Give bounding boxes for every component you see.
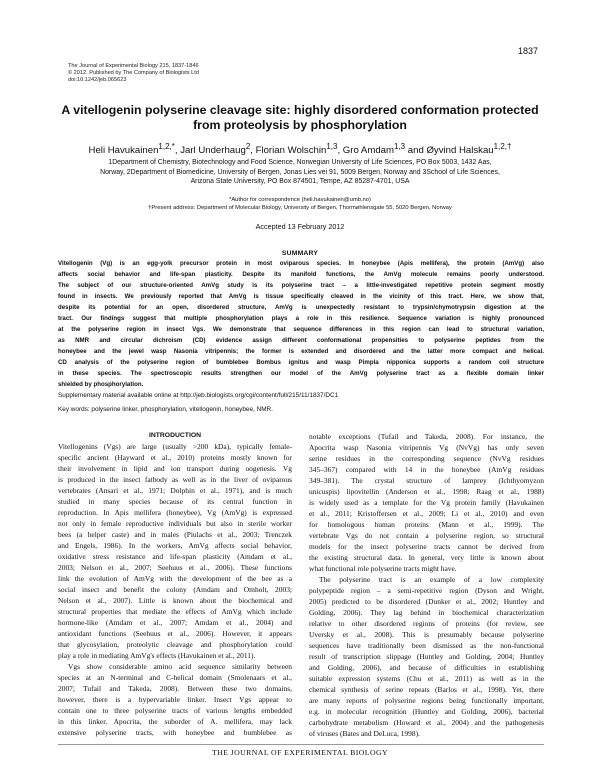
title-line: from proteolysis by phosphorylation — [193, 118, 407, 132]
body-line: not only in female reproductive individuals but also in sterile worker — [58, 519, 292, 528]
body-line: vertebrate Vgs do not contain a polyserine region, so structural — [309, 531, 544, 540]
body-line: oxidative stress resistance and life-span plasticity (Amdam et al., — [58, 552, 292, 561]
body-line: 2005) predicted to be disordered (Dunker et al., 2002; Huntley and — [309, 597, 544, 606]
body-line: 345–367) compared with 14 in the honeybee (AmVg residues — [309, 465, 544, 474]
summary-line: CD analysis of the polyserine region of bumblebee Bombus ignitus and wasp Pimpla nipponica supports a random coil structure — [58, 359, 544, 366]
summary-line: The subject of our structure-oriented AmVg study is its polyserine tract – a little-investigated repetitive protein segment mostly — [58, 282, 544, 289]
body-line: species at an N-terminal and C-helical domain (Smolenaars et al., — [58, 673, 292, 682]
summary-line: shielded by phosphorylation. — [58, 381, 144, 388]
body-line: Apocrita wasp Nasonia vitripennis Vg (NvVg) has only seven — [309, 443, 544, 452]
affiliation-line: Norway, 2Department of Biomedicine, University of Bergen, Jonas Lies vei 91, 5009 Bergen, Norway and 3School of Life Sciences, — [100, 168, 500, 176]
corresponding-author: *Author for correspondence (heli.havukainen@umb.no) — [229, 197, 371, 203]
body-line: their involvement in lipid and ion transport during oogenesis. Vg — [58, 464, 292, 473]
body-line: 2007; Tufail and Takeda, 2008). Between these two domains, — [58, 684, 292, 693]
body-line: are many reports of polyserine regions being functionally important, — [309, 696, 544, 705]
body-line: bees (a helper caste) and in males (Piulachs et al., 2003; Trenczek — [58, 530, 292, 539]
body-line: for homologous human proteins (Mann et al., 1999). The — [309, 520, 544, 529]
body-line: sequences have traditionally been dismissed as the non-functional — [309, 641, 544, 650]
page-number: 1837 — [517, 46, 538, 56]
summary-line: as NMR and circular dichroism (CD) evidence assign different conformational propensities to polyserine peptides from the — [58, 337, 544, 344]
body-line: models for the insect polyserine tracts cannot be derived from — [309, 542, 544, 551]
body-line: suitable expression systems (Chu et al., 2011) as well as in the — [309, 674, 544, 683]
body-line: serine residues in the corresponding sequence (NvVg residues — [309, 454, 544, 463]
body-line: and Golding, 2006), and because of difficulties in establishing — [309, 663, 544, 672]
body-line: e.g. in molecular recognition (Huntley and Golding, 2006), bacterial — [309, 707, 544, 716]
body-line: 349–381). The crystal structure of lamprey (Ichthyomyzon — [309, 476, 544, 485]
present-address: †Present address: Department of Molecular Biology, University of Bergen, Thormøhlensgate 55, 5020 Bergen, Norway — [148, 204, 452, 211]
body-line: reproduction. In Apis mellifera (honeybee), Vg (AmVg) is expressed — [58, 508, 292, 517]
body-line: extensive polyserine tracts, with honeybee and bumblebee as — [58, 728, 292, 737]
body-line: antioxidant functions (Seehuus et al., 2006). However, it appears — [58, 629, 292, 638]
title-line: A vitellogenin polyserine cleavage site: highly disordered conformation protected — [61, 103, 539, 117]
body-line: et al., 2011; Kristoffersen et al., 2009; Li et al., 2010) and even — [309, 509, 544, 518]
summary-line: affects social behavior and life-span plasticity. Despite its manifold functions, the AmVg molecule remains poorly understood. — [58, 271, 544, 278]
body-line: is produced in the insect fatbody as well as in the liver of oviparous — [58, 475, 292, 484]
summary-line: honeybee and the jewel wasp Nasonia vitripennis; the former is extended and disordered and the latter more compact and helical. — [58, 348, 544, 355]
author-list: Heli Havukainen$^{1,2,*}$, Jarl Underhaug$^2$, Florian Wolschin$^{1,3}$, Gro Amdam$^{1,3}$ and Øyvind Halskau$^{1,2,\dagger}$ — [88, 142, 512, 157]
summary-line: found in insects. We previously reported that AmVg is tissue specifically cleaved in the vicinity of this tract. Here, we show that, — [58, 293, 544, 300]
accepted-date: Accepted 13 February 2012 — [255, 222, 345, 231]
body-line: however, there is a hypervariable linker. Insect Vgs appear to — [58, 695, 292, 704]
keywords: Key words: polyserine linker, phosphorylation, vitellogenin, honeybee, NMR. — [58, 406, 273, 413]
body-line: the existing structural data. In general, very little is known about — [309, 553, 544, 562]
left-column — [58, 441, 292, 738]
body-line: of viruses (Bates and DeLuca, 1998). — [309, 729, 420, 738]
summary-text — [58, 259, 544, 391]
summary-line: despite its potential for an open, disordered structure, AmVg is unexpectedly resistant to trypsin/chymotrypsin digestion at the — [58, 304, 544, 311]
affiliations — [56, 158, 544, 187]
body-line: relative to other disordered regions of proteins (for review, see — [309, 619, 544, 628]
body-line: hormone-like (Amdam et al., 2007; Amdam et al., 2004) and — [58, 618, 292, 627]
affiliation-line: Arizona State University, PO Box 874501, Tempe, AZ 85287-4701, USA — [190, 178, 410, 186]
body-line: Vgs show considerable amino acid sequence similarity between — [68, 662, 292, 671]
body-line: Golding, 2006). They lag behind in biochemical characterization — [309, 608, 544, 617]
body-line: Uversky et al., 2008). This is presumably because polyserine — [309, 630, 544, 639]
body-line: result of transcription slippage (Huntley and Golding, 2004; Huntley — [309, 652, 544, 661]
body-line: notable exceptions (Tufail and Takeda, 2008). For instance, the — [309, 432, 544, 441]
right-column — [309, 431, 544, 739]
summary-line: tract. Our findings suggest that multiple phosphorylation plays a role in this resilience. Sequence variation is highly pronounced — [58, 315, 544, 322]
body-line: vertebrates (Ansari et al., 1971; Dolphin et al., 1971), and is much — [58, 486, 292, 495]
journal-footer: THE JOURNAL OF EXPERIMENTAL BIOLOGY — [211, 748, 389, 757]
body-line: structural properties that mediate the effects of AmVg which include — [58, 607, 292, 616]
body-line: Nelson et al., 2007). Little is known about the biochemical and — [58, 596, 292, 605]
body-line: polypeptide region – a semi-repetitive region (Dyson and Wright, — [309, 586, 544, 595]
body-line: specific ancient (Hayward et al., 2010) proteins mostly known for — [58, 453, 292, 462]
introduction-heading: INTRODUCTION — [148, 432, 202, 439]
body-line: social insect and benefit the colony (Amdam and Omholt, 2003; — [58, 585, 292, 594]
summary-line: Vitellogenin (Vg) is an egg-yolk precursor protein in most oviparous species. In honeybee (Apis mellifera), the protein (AmVg) also — [58, 260, 544, 267]
body-line: link the evolution of AmVg with the development of the bee as a — [58, 574, 292, 583]
article-title — [60, 103, 540, 133]
summary-line: at the polyserine region in insect Vgs. We demonstrate that sequence differences in this region can lead to structural variation, — [58, 326, 544, 333]
body-line: in this linker. Apocrita, the suborder of A. mellifera, may lack — [58, 717, 292, 726]
summary-line: in these species. The spectroscopic results strengthen our model of the AmVg polyserine tract as a flexible domain linker — [58, 370, 544, 377]
body-line: unicuspis) lipovitellin (Anderson et al., 1998; Raag et al., 1988) — [309, 487, 544, 496]
supplementary-link[interactable]: Supplementary material available online at http://jeb.biologists.org/cgi/content/full/215/11/1837/DC1 — [58, 392, 339, 399]
correspondence-note — [60, 197, 540, 212]
body-line: play a role in mediating AmVg's effects (Havukainen et al., 2011). — [58, 651, 256, 660]
copyright-line: © 2012. Published by The Company of Biologists Ltd — [68, 70, 199, 76]
body-line: studied in many species because of its central function in — [58, 497, 292, 506]
body-line: chemical synthesis of serine repeats (Barlos et al., 1998). Yet, there — [309, 685, 544, 694]
body-line: contain one to three polyserine tracts of various lengths embedded — [58, 706, 292, 715]
body-line: 2003; Nelson et al., 2007; Seehuus et al., 2006). These functions — [58, 563, 292, 572]
body-line: carbohydrate metabolism (Howard et al., 2004) and the pathogenesis — [309, 718, 544, 727]
body-line: what functional role polyserine tracts might have. — [309, 564, 457, 573]
body-line: that glycosylation, proteolytic cleavage and phosphorylation could — [58, 640, 292, 649]
body-line: Vitellogenins (Vgs) are large (usually >200 kDa), typically female- — [58, 442, 292, 451]
doi-line: doi:10.1242/jeb.065623 — [68, 77, 127, 83]
body-line: is widely used as a template for the Vg protein family (Havukainen — [309, 498, 544, 507]
summary-heading: SUMMARY — [281, 250, 319, 257]
body-line: and Engels, 1986). In the workers, AmVg affects social behavior, — [58, 541, 292, 550]
journal-citation: The Journal of Experimental Biology 215, 1837-1846 — [68, 63, 199, 69]
body-line: The polyserine tract is an example of a low complexity — [319, 575, 544, 584]
footer-divider — [58, 744, 544, 745]
affiliation-line: 1Department of Chemistry, Biotechnology and Food Science, Norwegian University of Life Sciences, PO Box 5003, 1432 Aas, — [108, 159, 492, 166]
